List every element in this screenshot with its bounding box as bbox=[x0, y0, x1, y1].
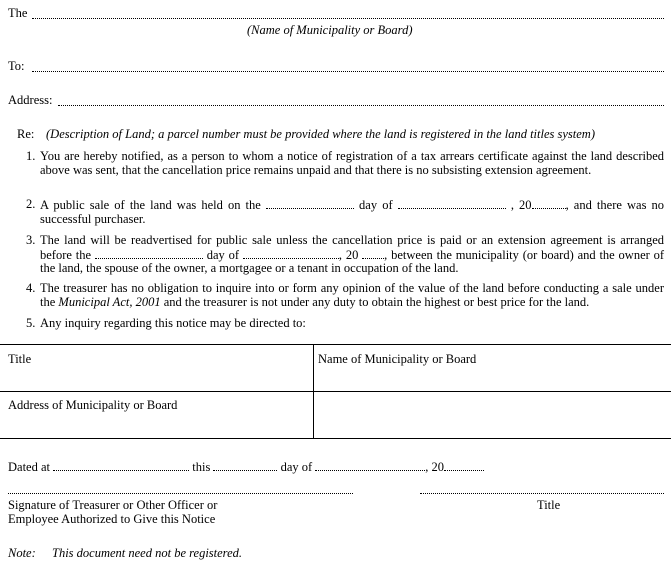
item-text: The land will be readvertised for public sale unless the cancellation price is paid or an extension agreement is arranged before the bbox=[40, 233, 664, 262]
table-name-label: Name of Municipality or Board bbox=[318, 352, 477, 366]
signature-line[interactable] bbox=[8, 493, 353, 494]
item-number: 5. bbox=[26, 316, 36, 330]
dated-label: Dated at bbox=[8, 460, 50, 474]
table-column-divider bbox=[313, 344, 314, 438]
deadline-month-field[interactable] bbox=[243, 248, 339, 259]
sale-month-field[interactable] bbox=[398, 198, 506, 209]
title-caption: Title bbox=[537, 498, 561, 512]
table-address-label: Address of Municipality or Board bbox=[8, 398, 178, 412]
signature-caption-1: Signature of Treasurer or Other Officer or bbox=[8, 498, 218, 512]
dated-year-field[interactable] bbox=[444, 460, 484, 471]
dated-place-field[interactable] bbox=[53, 460, 189, 471]
item-text: and the treasurer is not under any duty to obtain the highest or best price for the land. bbox=[163, 294, 590, 309]
item-number: 3. bbox=[26, 233, 36, 247]
deadline-day-field[interactable] bbox=[95, 248, 203, 259]
signature-caption-2: Employee Authorized to Give this Notice bbox=[8, 512, 216, 526]
item-5 bbox=[26, 317, 664, 331]
table-top-border bbox=[0, 344, 671, 345]
item-text: , 20 bbox=[338, 247, 359, 262]
land-description-caption: (Description of Land; a parcel number must be provided where the land is registered in the land titles system) bbox=[46, 127, 595, 141]
municipality-name-line[interactable] bbox=[32, 18, 664, 19]
to-line[interactable] bbox=[32, 71, 664, 72]
address-line[interactable] bbox=[58, 105, 664, 106]
item-text: You are hereby notified, as a person to whom a notice of registration of a tax arrears certificate against the land described above was sent, that the cancellation price remains unpaid and that there is no subsisting extension agreement. bbox=[40, 149, 664, 177]
item-number: 1. bbox=[26, 149, 36, 163]
dated-day-field[interactable] bbox=[213, 460, 277, 471]
re-label: Re: bbox=[17, 127, 35, 141]
item-text: Any inquiry regarding this notice may be directed to: bbox=[40, 316, 306, 330]
dated-day-of: day of bbox=[280, 460, 313, 474]
item-text: The treasurer has no obligation to inquire into or form any opinion of the value of the land before conducting a sale under the bbox=[40, 281, 664, 309]
the-label: The bbox=[8, 6, 28, 20]
table-middle-border bbox=[0, 391, 671, 392]
table-bottom-border bbox=[0, 438, 671, 439]
item-2 bbox=[26, 198, 664, 226]
to-label: To: bbox=[8, 59, 25, 73]
item-text: , and there was no successful purchaser. bbox=[40, 198, 665, 226]
dated-year-label: , 20 bbox=[425, 460, 445, 474]
title-line[interactable] bbox=[420, 493, 664, 494]
item-text: , 20 bbox=[510, 198, 532, 212]
item-number: 2. bbox=[26, 197, 36, 211]
item-number: 4. bbox=[26, 281, 36, 295]
item-1 bbox=[26, 150, 664, 177]
act-name: Municipal Act, 2001 bbox=[58, 294, 161, 309]
item-text: day of bbox=[206, 247, 240, 262]
note-label: Note: bbox=[8, 546, 36, 560]
item-text: , between the municipality (or board) and the owner of the land, the spouse of the owner, a mortgagee or a tenant in occupation of the land. bbox=[40, 247, 665, 275]
item-text: day of bbox=[359, 198, 393, 212]
table-title-label: Title bbox=[8, 352, 32, 366]
name-caption: (Name of Municipality or Board) bbox=[247, 23, 413, 37]
dated-this: this bbox=[192, 460, 211, 474]
address-label: Address: bbox=[8, 93, 53, 107]
item-4 bbox=[26, 282, 664, 309]
sale-day-field[interactable] bbox=[266, 198, 354, 209]
dated-line bbox=[8, 460, 484, 475]
deadline-year-field[interactable] bbox=[362, 248, 384, 259]
item-text: A public sale of the land was held on the bbox=[40, 198, 261, 212]
dated-month-field[interactable] bbox=[315, 460, 425, 471]
item-3 bbox=[26, 234, 664, 276]
sale-year-field[interactable] bbox=[532, 198, 566, 209]
note-text: This document need not be registered. bbox=[52, 546, 243, 560]
